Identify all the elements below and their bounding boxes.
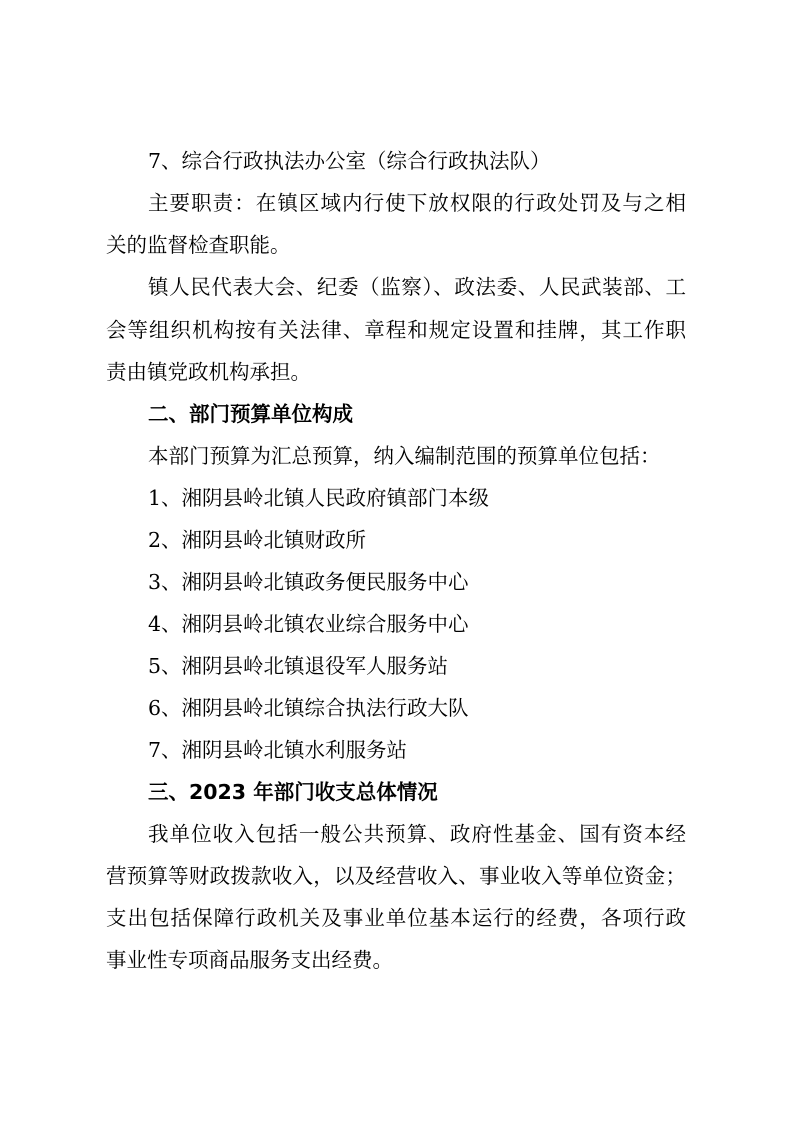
income-text-line-1: 我单位收入包括一般公共预算、政府性基金、国有资本经 — [148, 822, 686, 846]
section-heading-3: 三、2023 年部门收支总体情况 — [148, 780, 438, 804]
section-item-7: 7、综合行政执法办公室（综合行政执法队） — [148, 149, 551, 173]
budget-unit-item: 6、湘阴县岭北镇综合执法行政大队 — [148, 696, 469, 720]
organization-text-line-1: 镇人民代表大会、纪委（监察）、政法委、人民武装部、工 — [148, 275, 686, 299]
income-text-line-4: 事业性专项商品服务支出经费。 — [106, 948, 393, 972]
budget-unit-item: 4、湘阴县岭北镇农业综合服务中心 — [148, 612, 469, 636]
organization-text-line-2: 会等组织机构按有关法律、章程和规定设置和挂牌，其工作职 — [106, 318, 686, 342]
income-text-line-3: 支出包括保障行政机关及事业单位基本运行的经费，各项行政 — [106, 906, 686, 930]
duties-text-line-2: 关的监督检查职能。 — [106, 233, 291, 257]
duties-text-line-1: 主要职责：在镇区域内行使下放权限的行政处罚及与之相 — [148, 191, 686, 215]
section-heading-2: 二、部门预算单位构成 — [148, 402, 353, 426]
budget-unit-item: 7、湘阴县岭北镇水利服务站 — [148, 738, 408, 762]
budget-unit-item: 3、湘阴县岭北镇政务便民服务中心 — [148, 570, 469, 594]
budget-unit-item: 1、湘阴县岭北镇人民政府镇部门本级 — [148, 486, 490, 510]
income-text-line-2: 营预算等财政拨款收入，以及经营收入、事业收入等单位资金； — [106, 864, 686, 888]
budget-unit-item: 5、湘阴县岭北镇退役军人服务站 — [148, 654, 449, 678]
organization-text-line-3: 责由镇党政机构承担。 — [106, 360, 311, 384]
budget-unit-item: 2、湘阴县岭北镇财政所 — [148, 528, 367, 552]
budget-units-intro: 本部门预算为汇总预算，纳入编制范围的预算单位包括： — [148, 444, 661, 468]
